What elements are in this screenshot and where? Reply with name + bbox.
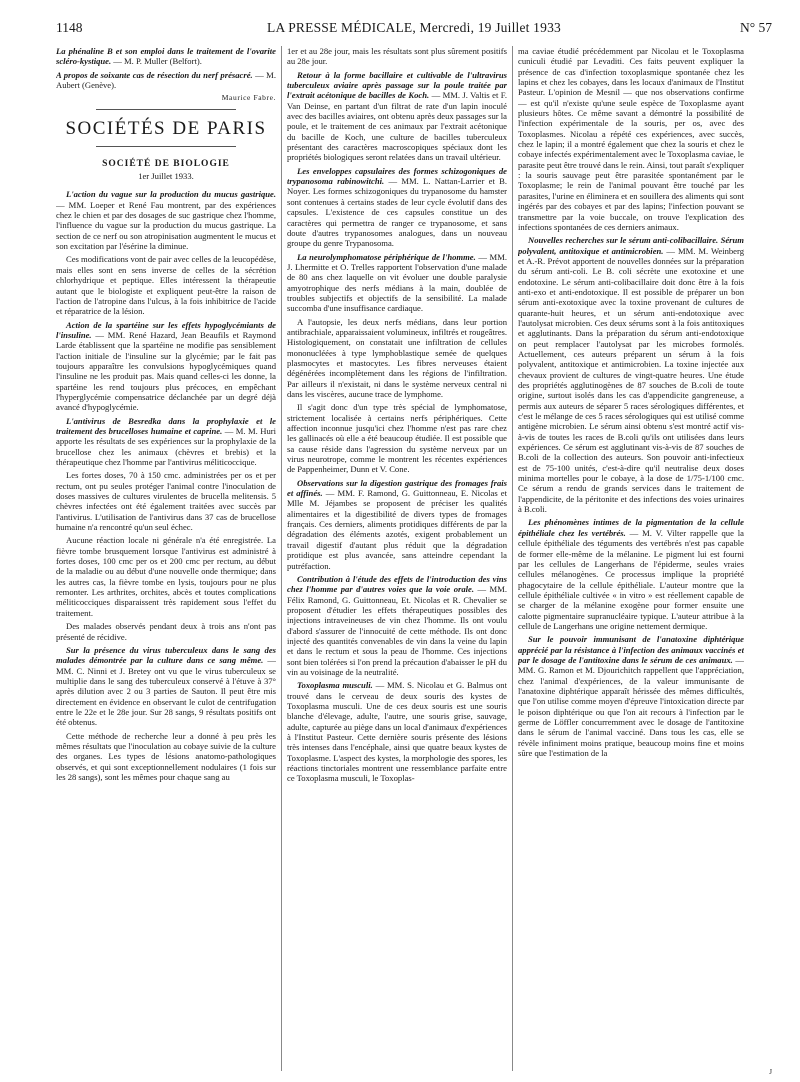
column-divider bbox=[281, 46, 282, 1071]
article-title: La neurolymphomatose périphérique de l'homme. bbox=[297, 251, 476, 262]
divider bbox=[96, 109, 236, 110]
article-title: Nouvelles recherches sur le sérum anti-colibacillaire. Sérum polyvalent, antitoxique et antimicrobien. bbox=[518, 235, 744, 256]
footer-mark: J bbox=[769, 1068, 772, 1076]
article-body: — M. P. Muller (Belfort). bbox=[113, 56, 202, 67]
article-body: — MM. J. Lhermitte et O. Trelles rapportent l'observation d'une malade de 80 ans chez laquelle on vit évoluer une double paralysie amyotrophique des nerfs médians à la main, doublée de troubles subjectifs et objectifs de la sensibilité. La malade succomba d'une insuffisance cardiaque. bbox=[287, 251, 507, 314]
paragraph: Les fortes doses, 70 à 150 cmc. administrées per os et per rectum, ont pu seules protéger l'animal contre l'inoculation de doses massives de cultures virulentes de brucella melitensis. 5 chèvres infectées ont été également traitées avec succès par l'antivirus. L'utilisation de l'antivirus dans 37 cas de brucellose humaine n'a rencontré qu'un seul échec. bbox=[56, 470, 276, 533]
article-title: Retour à la forme bacillaire et cultivable de l'ultravirus tuberculeux aviaire après passage sur la poule traitée par l'extrait acétonique de bacilles de Koch. bbox=[287, 69, 507, 101]
paragraph bbox=[56, 46, 276, 67]
article-body: — MM. René Hazard, Jean Beaufils et Raymond Larde établissent que la spartéine ne modifie pas sensiblement l'action initiale de l'insuline sur la glycémie; par le fait pas toujours apparaître les convulsions hypoglycémiques quand l'insuline ne les produit pas. Mais quand celles-ci les donne, la spartéine les rend toujours plus précoces, en empêchant l'hyperglycémie compensatrice déclanchée par un degré déjà avancé d'hypoglycémie. bbox=[56, 329, 276, 413]
issue-number: N° 57 bbox=[739, 20, 772, 35]
article-body: — MM. J. Valtis et F. Van Deinse, en partant d'un filtrat de rate d'un lapin inoculé avec des bacilles aviaires, ont obtenu après deux passages sur la poule, et le traitement de ces animaux par l'extrait acétonique du bacille de Koch, une culture de bacilles tuberculeux présentant des caractères macroscopiques spéciaux dont les propriétés biologiques seront relatées dans un travail ultérieur. bbox=[287, 90, 507, 163]
article-title: Contribution à l'étude des effets de l'introduction des vins chez l'homme par d'autres voies que la voie orale. bbox=[287, 573, 507, 595]
article-body: — M. V. Vilter rappelle que la cellule épithéliale des téguments des vertébrés n'est pas capable de former elle-même de la mélanine. Le pigment lui est fourni par les cellules de Langerhans de l'épiderme, seules vraies cellules mélanogènes. Ce processus implique la propriété phagocytaire de la cellule épithéliale. L'auteur montre que la cellule épithéliale cultivée « in vitro » est réellement capable de se charger de la mélanine exogène pour former ensuite une calotte pigmentaire supranucléaire typique. L'auteur attribue à la cellule de Langerhans une origine nettement dermique. bbox=[518, 527, 744, 631]
paragraph bbox=[287, 574, 507, 677]
paragraph: A l'autopsie, les deux nerfs médians, dans leur portion antibrachiale, apparaissaient volumineux, infiltrés et rougeâtres. Histologiquement, on constatait une infiltration de cellules mononucléées à type lymphoblastique semée de quelques plasmocytes et mastocytes. Les fibres nerveuses étaient dégénérées incomplètement dans les régions de l'infiltration. Par ailleurs il n'existait, ni dans le système nerveux central ni dans les viscères, aucune trace de lymphome. bbox=[287, 316, 507, 399]
paragraph bbox=[56, 189, 276, 251]
paragraph: Il s'agit donc d'un type très spécial de lymphomatose, strictement localisée à certains nerfs périphériques. Cette affection inconnue jusqu'ici chez l'homme n'est pas rare chez les gallinacés où elle a été beaucoup étudiée. Il est possible que sa cause réside dans l'agression du système nerveux par un virus neurotrope, comme le montrent les récentes expériences de Pappenheimer, Dunn et V. Cone. bbox=[287, 402, 507, 475]
page-header bbox=[56, 20, 772, 40]
column-3 bbox=[518, 46, 744, 1076]
article-body: — MM. G. Ramon et M. Djourichitch rappellent que l'appréciation, chez l'animal d'expériences, de la valeur immunisante de l'anatoxine diphtérique apparaît hérissée des mêmes difficultés, que l'on utilise comme moyen d'épreuve l'intoxication directe par le poison diphtérique ou que l'on ait recours à l'infection par le germe de Löffler concurremment avec le dosage de l'antitoxine dans le sérum de l'animal vacciné. Dans tous les cas, elle se révèle infiniment moins pratique, beaucoup moins fine et moins sûre que l'estimation de la bbox=[518, 654, 744, 759]
paragraph bbox=[287, 680, 507, 783]
article-title: A propos de soixante cas de résection du nerf présacré. bbox=[56, 69, 253, 80]
paragraph bbox=[56, 70, 276, 91]
article-title: Action de la spartéine sur les effets hypoglycémiants de l'insuline. bbox=[56, 319, 276, 340]
session-date: 1er Juillet 1933. bbox=[138, 171, 194, 182]
article-body: — MM. L. Nattan-Larrier et B. Noyer. Les formes schizogoniques du trypanosome du hamster sont contenues à certains stades de leur cycle évolutif dans des capsules. L'existence de ces capsules constitue un des caractères qui permettra de ranger ce trypanosome, et sans doute d'autres trypanosomes analogues, dans un nouveau groupe du genre Trypanosoma. bbox=[287, 176, 507, 249]
paragraph: ma caviae étudié précédemment par Nicolau et le Toxoplasma cuniculi étudié par Levaditi. Ces faits peuvent expliquer la présence de cas d'infection toxoplasmique spontanée chez les lapins et chez les cobayes, dans les locaux d'animaux de l'Institut Pasteur. L'opinion de Mesnil — que nos observations confirme — est qu'il n'existe qu'une seule espèce de Toxoplasme ayant plusieurs hôtes. Ce même savant a démontré la possibilité de l'infection expérimentale de la souris, per os, avec des Toxoplasmes. Nicolau a répété ces expériences, avec succès, chez le lapin; il a montré également que chez la souris et chez le cobaye infectés expérimentalement avec le Toxoplasma caviae, le parasite peut être trouvé dans le rein. Ainsi, tout paraît s'expliquer : la souris sauvage peut être parasitée spontanément par le Toxoplasme; le rein de l'animal pouvant être touché par les parasites, l'urine en éliminera et en souillera des aliments qui sont ingérés par des cobayes et par des lapins; l'infection pouvant se transmettre par la voie buccale, on trouve l'explication des infections spontanées de ces derniers animaux. bbox=[518, 46, 744, 232]
article-title: Observations sur la digestion gastrique des fromages frais et affinés. bbox=[287, 477, 507, 499]
article-body: — MM. M. Weinberg et A.-R. Prévot apportent de nouvelles données sur la préparation du sérum anti-coli. Le B. coli sécrète une exotoxine et une endotoxine. Le sérum anti-colibacillaire doit donc être à la fois anti-exo et anti-endotoxique. Il est possible de préparer un bon sérum anti-exotoxique avec la toxine provenant de cultures de quarante-huit heures, et un sérum anti-endotoxique avec l'autolysat microbien. Ces deux sérums sont à la fois antitoxiques et agglutinants. Dans la préparation du sérum anti-endotoxique on peut remplacer l'autolysat par les microbes formolés. Actuellement, ces auteurs préparent un sérum à la fois polyvalent, antitoxique et antimicrobien. La toxine injectée aux chevaux provient de cultures de vingt-quatre heures. Une étude des propriétés agglutinogènes de 87 souches de B.coli de toute origine, surtout isolés dans les cas d'appendicite gangreneuse, a permis aux auteurs de séparer 5 races sérologiques différentes, et c'est le mélange de ces 5 races sérologiques qui est utilisé comme antigène microbien. Le sérum ainsi obtenu s'est montré actif vis-à-vis de toutes les races de B.coli qu'ils ont utilisées dans leurs expériences. Ce sérum est agglutinant vis-à-vis de 87 souches de B.coli de la collection des auteurs. Son pouvoir anti-infectieux est de 75-100 unités, c'est-à-dire qu'il neutralise deux doses minima mortelles pour le cobaye, à la dose de 1/75-1/100 cmc. Ce sérum a rendu de grands services dans le traitement de l'appendicite, de la péritonite et des infections des voies urinaires à B.coli. bbox=[518, 245, 744, 515]
column-2 bbox=[287, 46, 507, 1076]
paragraph: Des malades observés pendant deux à trois ans n'ont pas présenté de récidive. bbox=[56, 621, 276, 642]
paragraph bbox=[287, 70, 507, 163]
article-body: — MM. Félix Ramond, G. Guittonneau, Et. Nicolas et R. Chevalier se proposent d'étudier les effets thérapeutiques possibles des injections intraveineuses de vin chez l'homme. Ils ont voulu d'abord s'assurer de l'innocuité de cette méthode. Ils ont donc injecté des quantités convenables de vin dans la veine du lapin et dans le rectum et sous la peau de l'homme. Ces injections sont bien tolérées si l'on prend la précaution d'abaisser le pH du vin au voisinage de la neutralité. bbox=[287, 584, 507, 677]
paragraph bbox=[287, 166, 507, 249]
paragraph bbox=[518, 634, 744, 758]
article-body: — MM. S. Nicolau et G. Balmus ont trouvé dans le cerveau de deux souris des kystes de Toxoplasma musculi. Une de ces deux souris est une souris blanche d'élevage, adulte, l'autre, une souris grise, sauvage, adulte, capturée au piège dans un local d'animaux d'expériences à l'Institut Pasteur. Cette dernière souris présente des lésions très intenses dans l'encéphale, ainsi que quatre beaux kystes de Toxoplasme. L'aspect des kystes, la morphologie des spores, les réactions tinctoriales montrent une ressemblance parfaite entre ce Toxoplasma musculi, le Toxoplas- bbox=[287, 680, 507, 784]
paragraph: Aucune réaction locale ni générale n'a été enregistrée. La fièvre tombe brusquement lorsque l'antivirus est administré à fortes doses, 100 cmc per os et 200 cmc per rectum, au début de la maladie ou au début d'une nouvelle onde thermique; dans les autres cas, la fièvre tombe en lysis, toujours pour ne plus remonter. Les arthrites, orchites, abcès et toutes complications méliticocciques disparaissent très rapidement sous l'effet du traitement. bbox=[56, 535, 276, 618]
article-title: Sur la présence du virus tuberculeux dans le sang des malades démontrée par la culture dans ce sang même. bbox=[56, 644, 276, 666]
article-body: — M. Aubert (Genève). bbox=[56, 69, 276, 91]
article-body: — MM. C. Ninni et J. Bretey ont vu que le virus tuberculeux se multiplie dans le sang des tuberculeux conservé à l'étuve à 37° après dilution avec 2 ou 3 parties de Sauton. Il peut être mis directement en évidence en observant le culot de centrifugation entre le 22e et le 28e jour. Sur 28 sangs, 9 résultats positifs ont été obtenus. bbox=[56, 655, 276, 728]
divider bbox=[96, 146, 236, 147]
signature: Maurice Fabre. bbox=[221, 93, 276, 103]
article-title: Sur le pouvoir immunisant de l'anatoxine diphtérique apprécié par la résistance à l'infection des animaux vaccinés et par le dosage de l'antitoxine dans le sérum de ces animaux. bbox=[518, 634, 744, 665]
article-title: L'action du vague sur la production du mucus gastrique. bbox=[66, 189, 276, 200]
paragraph bbox=[518, 235, 744, 514]
column-divider bbox=[512, 46, 513, 1071]
article-title: La phénaline B et son emploi dans le traitement de l'ovarite scléro-kystique. bbox=[56, 46, 276, 67]
paragraph bbox=[56, 645, 276, 728]
paragraph: Cette méthode de recherche leur a donné à peu près les mêmes résultats que l'inoculation au cobaye suivie de la culture des organes. Les types de lésions anatomo-pathologiques observés, et qui sont exceptionnellement nodulaires (1 fois sur les 28 sangs), sont les mêmes pour chaque sang au bbox=[56, 730, 276, 782]
section-title: SOCIÉTÉS DE PARIS bbox=[65, 117, 267, 139]
paragraph bbox=[287, 252, 507, 314]
paragraph bbox=[56, 320, 276, 413]
article-title: Les phénomènes intimes de la pigmentation de la cellule épithéliale chez les vertébrés. bbox=[518, 517, 744, 538]
article-body: — MM. F. Ramond, G. Guittonneau, E. Nicolas et Mlle M. Jéjambes se proposent de préciser les qualités alimentaires et la digestibilité de divers types de fromages français. Ces derniers, aliments protidiques différents de par la dégradation des éléments azotés, exigent probablement un travail digestif d'autant plus réduit que la dégradation protidique est plus avancée, sans atteindre cependant la putréfaction. bbox=[287, 488, 507, 571]
article-title: L'antivirus de Besredka dans la prophylaxie et le traitement des brucelloses humaine et caprine. bbox=[56, 415, 276, 436]
page-number: 1148 bbox=[56, 20, 83, 35]
paragraph bbox=[287, 478, 507, 571]
paragraph: Ces modifications vont de pair avec celles de la leucopédèse, mais elles sont en sens inverse de celles de la sécrétion chlorhydrique et peptique. Elles intéressent la thérapeutie autant que le biologiste et expliquent peut-être la raison de l'action de l'atropine dans l'ulcus, à la fois inhibitrice de l'acide et réparatrice de la lésion. bbox=[56, 254, 276, 317]
paragraph bbox=[518, 517, 744, 631]
article-title: Toxoplasma musculi. bbox=[297, 680, 373, 691]
paragraph bbox=[56, 416, 276, 468]
society-heading: SOCIÉTÉ DE BIOLOGIE bbox=[102, 158, 230, 169]
column-1 bbox=[56, 46, 276, 1076]
article-body: — M. M. Huri apporte les résultats de ses expériences sur la prophylaxie de la brucellose chez les animaux (chèvres et brebis) et la thérapeutique chez l'homme par l'antivirus méliticoccique. bbox=[56, 425, 276, 467]
paragraph: 1er et au 28e jour, mais les résultats sont plus sûrement positifs au 28e jour. bbox=[287, 46, 507, 67]
journal-title: LA PRESSE MÉDICALE, Mercredi, 19 Juillet 1933 bbox=[267, 20, 561, 35]
article-body: — MM. Loeper et René Fau montrent, par des expériences chez le chien et par des dosages de suc gastrique chez l'homme, l'influence du vague sur la production du mucus gastrique. La section de ce nerf ou son atropinisation augmentent le mucus et son excitation par l'ésérine la diminue. bbox=[56, 199, 276, 252]
article-title: Les enveloppes capsulaires des formes schizogoniques de trypanosoma rabinowitchi. bbox=[287, 165, 507, 187]
